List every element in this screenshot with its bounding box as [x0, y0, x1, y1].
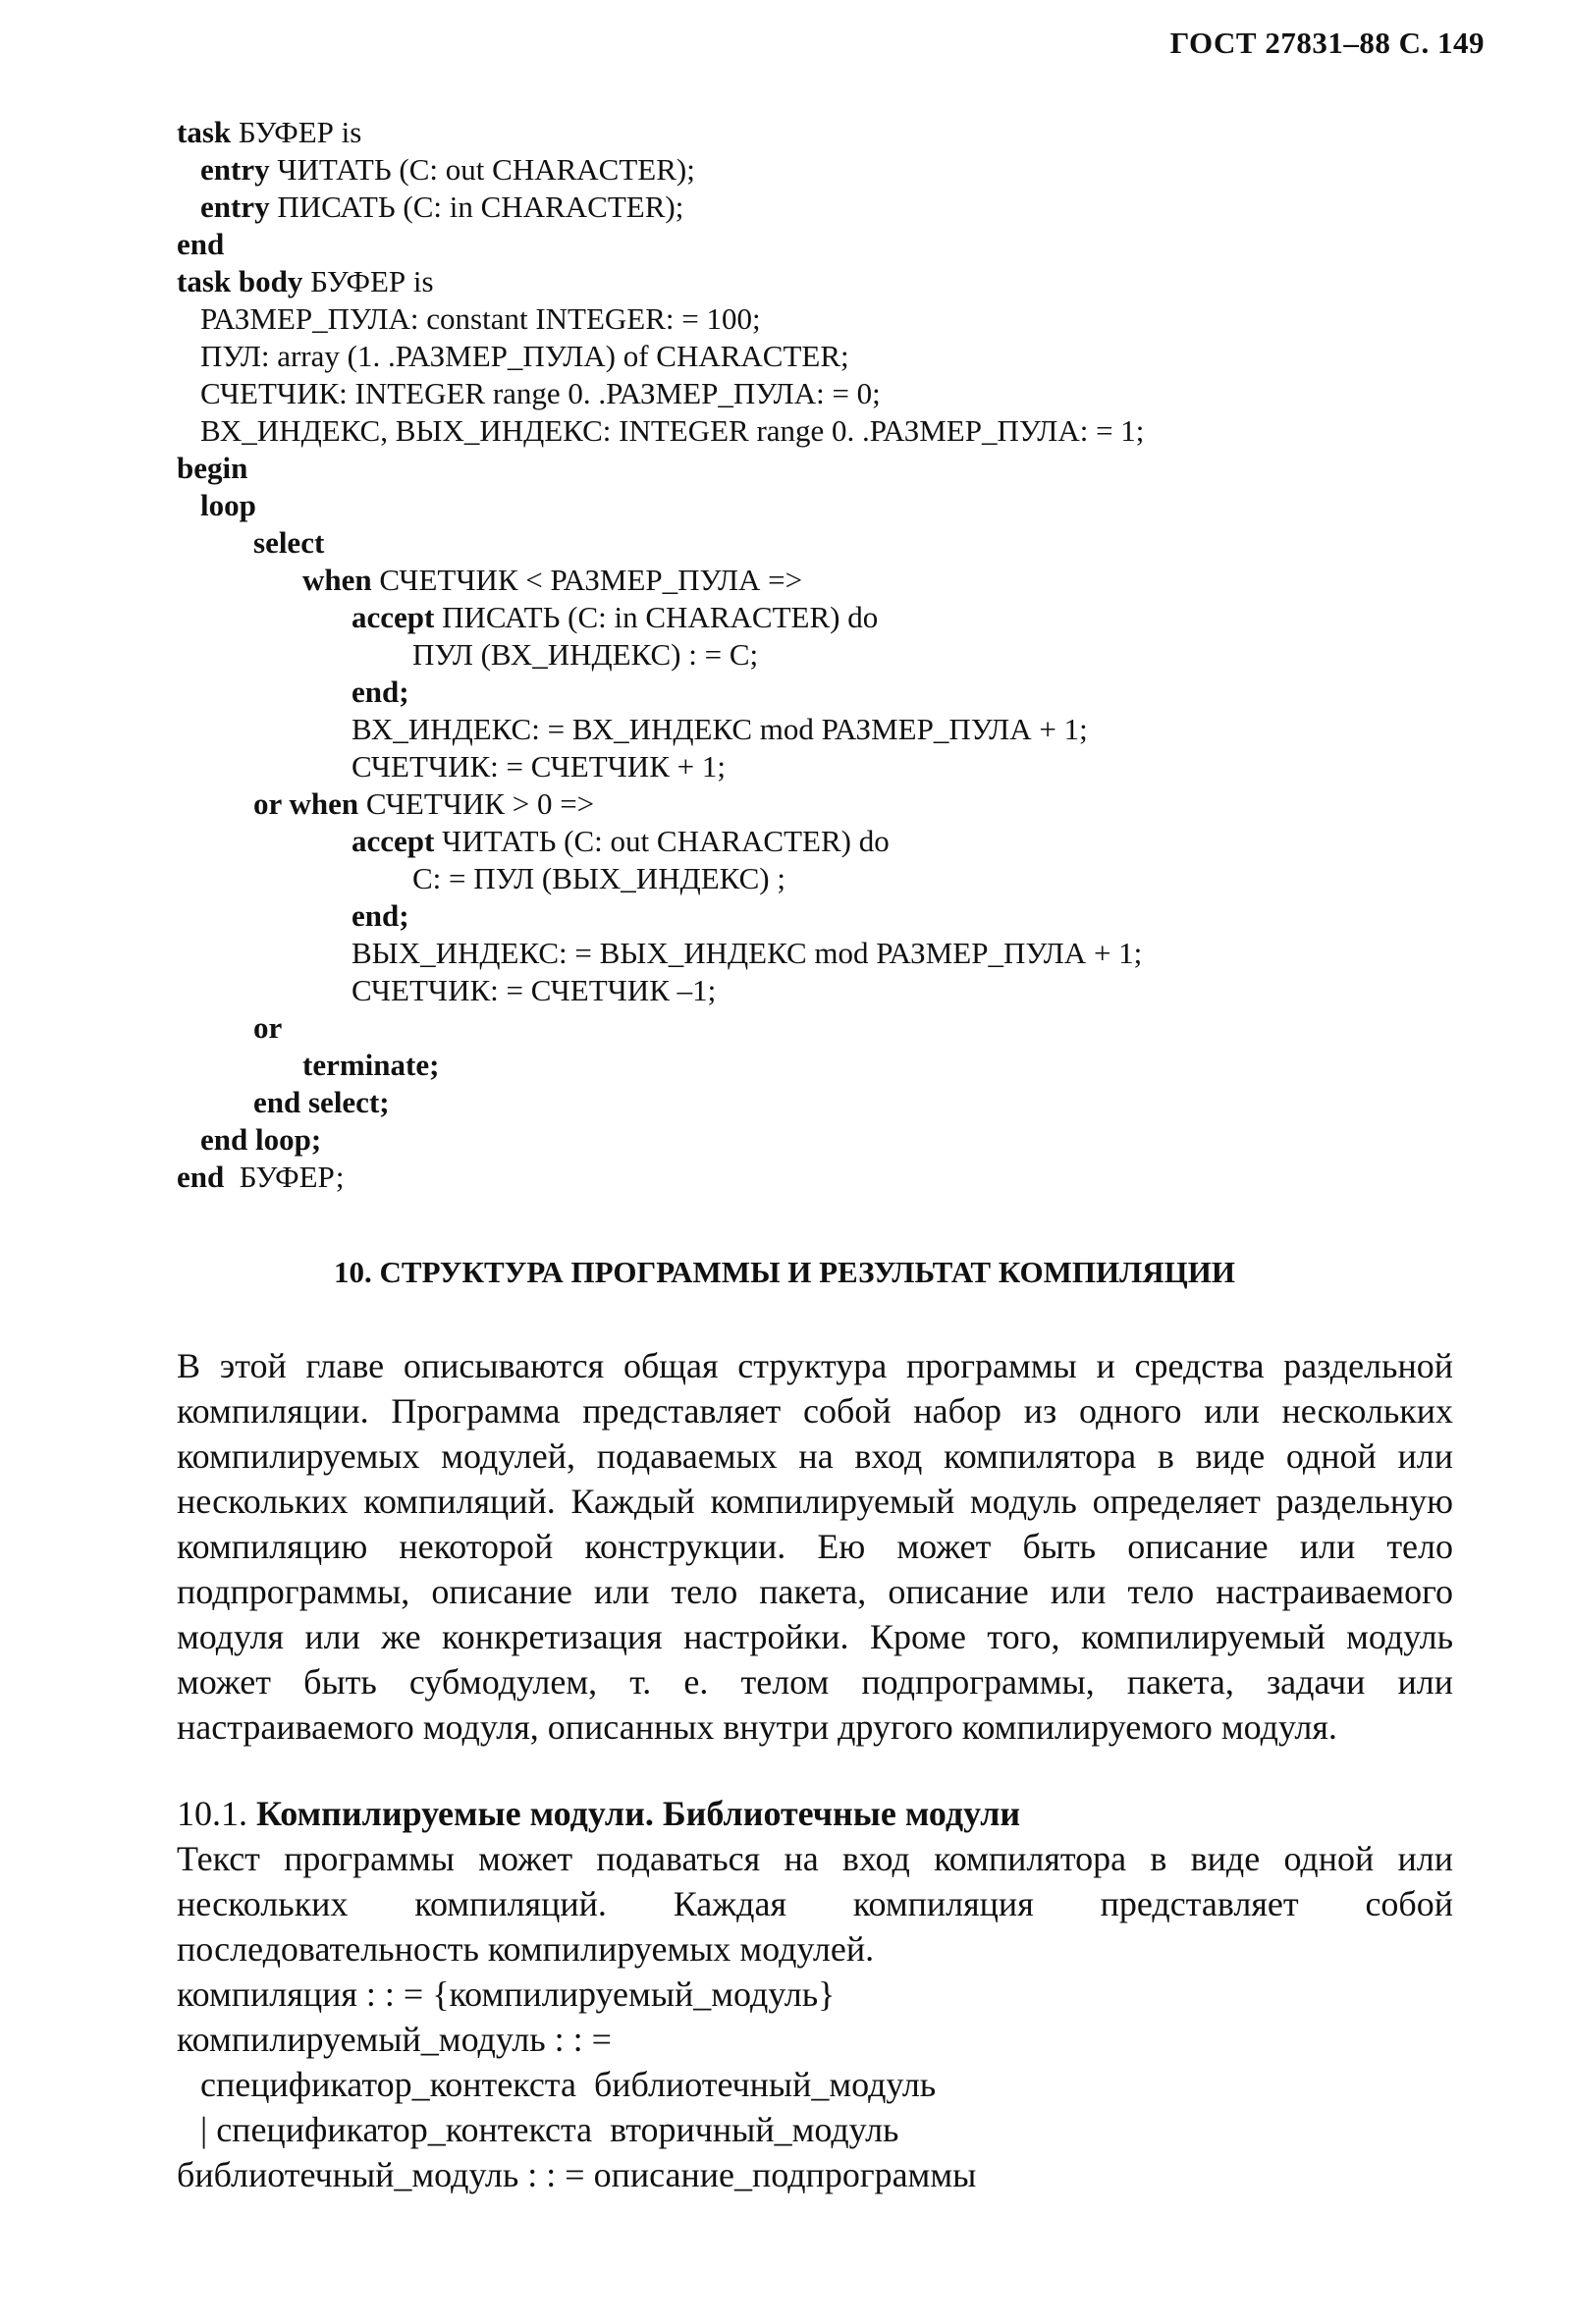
code-line: [177, 674, 1144, 711]
code-keyword: task body: [177, 264, 303, 298]
grammar-line: компиляция : : = {компилируемый_модуль}: [177, 1974, 836, 2014]
code-keyword: accept: [352, 824, 435, 858]
grammar-line: компилируемый_модуль : : =: [177, 2020, 612, 2059]
code-keyword: entry: [200, 189, 270, 224]
code-keyword: accept: [352, 600, 435, 634]
code-keyword: task: [177, 115, 232, 149]
code-keyword: end;: [352, 898, 409, 933]
code-line: [177, 1047, 1144, 1084]
code-line: [177, 785, 1144, 823]
code-line: [177, 338, 1144, 375]
code-text: СЧЕТЧИК > 0 =>: [358, 786, 595, 821]
code-text: ПИСАТЬ (С: in CHARACTER) do: [434, 600, 879, 634]
code-text: ВХ_ИНДЕКС: = ВХ_ИНДЕКС mod РАЗМЕР_ПУЛА + 1;: [352, 712, 1088, 746]
code-line: [177, 189, 1144, 226]
code-text: БУФЕР is: [302, 264, 434, 298]
code-text: СЧЕТЧИК: INTEGER range 0. .РАЗМЕР_ПУЛА: = 0;: [200, 376, 881, 410]
code-line: [177, 860, 1144, 897]
grammar-line: библиотечный_модуль : : = описание_подпрограммы: [177, 2155, 977, 2194]
code-text: ВЫХ_ИНДЕКС: = ВЫХ_ИНДЕКС mod РАЗМЕР_ПУЛА + 1;: [352, 936, 1143, 970]
code-line: [177, 1084, 1144, 1121]
code-keyword: end loop;: [200, 1122, 322, 1157]
code-keyword: end select;: [253, 1085, 390, 1119]
code-line: [177, 1159, 1144, 1196]
code-line: [177, 300, 1144, 338]
code-line: [177, 711, 1144, 748]
code-text: ВХ_ИНДЕКС, ВЫХ_ИНДЕКС: INTEGER range 0. .РАЗМЕР_ПУЛА: = 1;: [200, 413, 1145, 448]
code-line: [177, 1009, 1144, 1047]
code-line: [177, 524, 1144, 562]
code-keyword: terminate;: [302, 1048, 440, 1082]
code-text: СЧЕТЧИК: = СЧЕТЧИК + 1;: [352, 749, 726, 784]
code-line: [177, 636, 1144, 674]
code-line: [177, 748, 1144, 785]
code-text: ЧИТАТЬ (С: out CHARACTER) do: [434, 824, 890, 858]
code-line: [177, 1121, 1144, 1159]
code-text: ПУЛ: array (1. .РАЗМЕР_ПУЛА) of CHARACTER;: [200, 339, 849, 373]
code-keyword: loop: [200, 488, 256, 522]
code-keyword: end: [177, 1160, 225, 1194]
code-text: ПУЛ (ВХ_ИНДЕКС) : = С;: [412, 637, 759, 672]
subsection-number: 10.1.: [177, 1794, 247, 1833]
page-header: ГОСТ 27831–88 С. 149: [1169, 26, 1485, 60]
code-keyword: select: [253, 525, 325, 560]
code-line: [177, 450, 1144, 487]
intro-paragraph: В этой главе описываются общая структура программы и средства раздельной компиляции. Программа представляет собой набор из одного или нескольких компилируемых модулей, подаваемых на вход компилятора в виде одной или нескольких компиляций. Каждый компилируемый модуль определяет раздельную компиляцию некоторой конструкции. Ею может быть описание или тело подпрограммы, описание или тело пакета, описание или тело настраиваемого модуля или же конкретизация настройки. Кроме того, компилируемый модуль может быть субмодулем, т. е. телом подпрограммы, пакета, задачи или настраиваемого модуля, описанных внутри другого компилируемого модуля.: [177, 1346, 1453, 1747]
code-text: ПИСАТЬ (С: in CHARACTER);: [269, 189, 684, 224]
code-keyword: or when: [253, 786, 359, 821]
code-line: [177, 897, 1144, 935]
code-line: [177, 375, 1144, 412]
code-line: [177, 487, 1144, 524]
code-line: [177, 412, 1144, 450]
grammar-rules: [177, 1972, 976, 2197]
code-line: [177, 823, 1144, 860]
code-line: [177, 263, 1144, 300]
code-line: [177, 935, 1144, 972]
code-listing: [177, 114, 1144, 1196]
code-line: [177, 972, 1144, 1009]
code-text: С: = ПУЛ (ВЫХ_ИНДЕКС) ;: [412, 861, 785, 895]
code-line: [177, 562, 1144, 599]
code-keyword: end;: [352, 675, 409, 709]
code-line: [177, 599, 1144, 636]
code-keyword: end: [177, 227, 225, 261]
code-keyword: when: [302, 563, 372, 597]
code-keyword: begin: [177, 451, 248, 485]
code-text: БУФЕР is: [231, 115, 362, 149]
code-line: [177, 151, 1144, 189]
code-text: СЧЕТЧИК: = СЧЕТЧИК –1;: [352, 973, 717, 1007]
code-keyword: or: [253, 1010, 283, 1045]
subsection-heading: [177, 1791, 1020, 1836]
code-line: [177, 114, 1144, 151]
body-paragraph: Текст программы может подаваться на вход компилятора в виде одной или нескольких компиляций. Каждая компиляция представляет собой последовательность компилируемых модулей.: [177, 1839, 1453, 1969]
section-title: 10. СТРУКТУРА ПРОГРАММЫ И РЕЗУЛЬТАТ КОМПИЛЯЦИИ: [334, 1255, 1235, 1289]
code-text: ЧИТАТЬ (С: out CHARACTER);: [269, 152, 695, 187]
code-text: РАЗМЕР_ПУЛА: constant INTEGER: = 100;: [200, 301, 761, 336]
code-keyword: entry: [200, 152, 270, 187]
code-line: [177, 226, 1144, 263]
grammar-line: спецификатор_контекста библиотечный_модуль: [200, 2065, 937, 2104]
subsection-title: Компилируемые модули. Библиотечные модули: [256, 1794, 1021, 1833]
code-text: БУФЕР;: [224, 1160, 345, 1194]
code-text: СЧЕТЧИК < РАЗМЕР_ПУЛА =>: [371, 563, 803, 597]
grammar-line: | спецификатор_контекста вторичный_модуль: [200, 2110, 899, 2149]
